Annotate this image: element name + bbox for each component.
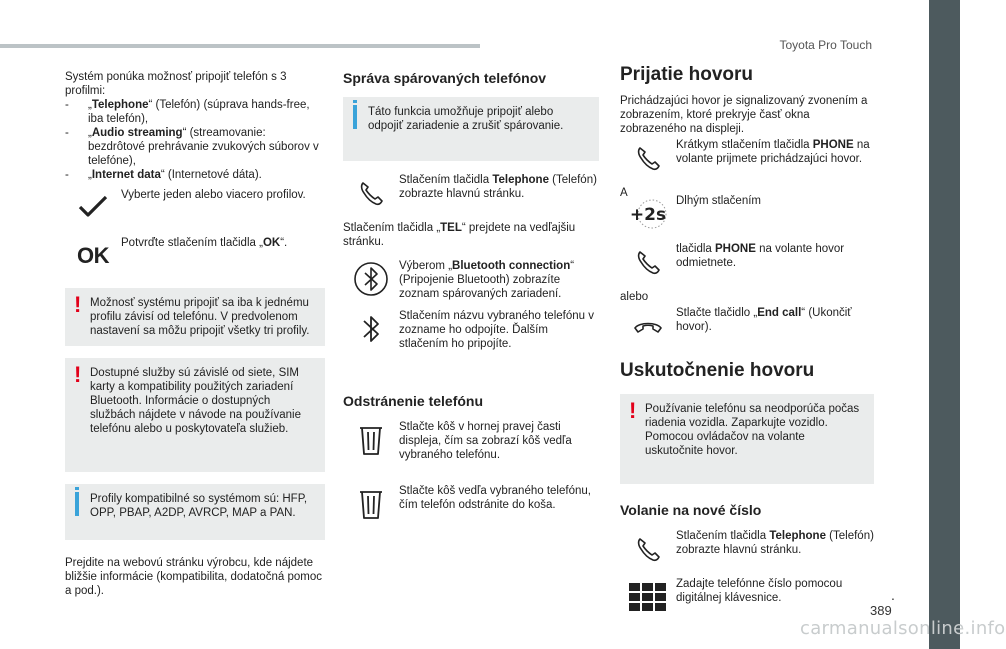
warning-note: ! Dostupné služby sú závislé od siete, SIM karty a kompatibility použitých zariadení Bluetooth. Informácie o dostupných službách nájdete v návode na používanie telefónu alebo u poskytovateľa služieb.	[65, 358, 325, 472]
select-profiles-step: Vyberte jeden alebo viacero profilov.	[65, 188, 325, 228]
column-calls	[620, 64, 874, 625]
phone-handset-icon	[620, 242, 676, 282]
long-press-2s-icon	[620, 194, 676, 234]
keypad-icon	[620, 577, 676, 617]
info-note: Profily kompatibilné so systémom sú: HFP, OPP, PBAP, A2DP, AVRCP, MAP a PAN.	[65, 484, 325, 540]
info-icon	[353, 105, 357, 129]
warning-icon: !	[74, 362, 82, 387]
phone-handset-icon	[620, 529, 676, 569]
section-heading-new-number: Volanie na nové číslo	[620, 502, 762, 518]
running-header: Toyota Pro Touch	[779, 38, 872, 52]
accept-call-step: Krátkym stlačením tlačidla PHONE na volante prijmete prichádzajúci hovor.	[620, 138, 874, 178]
select-phone-step: Stlačením názvu vybraného telefónu v zozname ho odpojíte. Ďalším stlačením ho pripojíte.	[343, 309, 599, 351]
warning-note: ! Možnosť systému pripojiť sa iba k jednému profilu závisí od telefónu. V predvolenom nastavení sa môžu pripojiť všetky tri profily.	[65, 288, 325, 346]
profiles-intro: Systém ponúka možnosť pripojiť telefón s 3 profilmi:	[65, 71, 287, 97]
watermark: carmanualsonline.info	[800, 618, 1006, 639]
phone-handset-icon	[343, 173, 399, 213]
receive-intro: Prichádzajúci hovor je signalizovaný zvonením a zobrazením, ktoré prekryje časť okna zobrazeného na displeji.	[620, 95, 868, 135]
chapter-tab-strip	[929, 0, 960, 649]
page-number: 389	[870, 603, 892, 618]
section-heading-manage: Správa spárovaných telefónov	[343, 70, 547, 86]
tel-instruction: Stlačením tlačidla „TEL“ prejdete na vedľajšiu stránku.	[343, 222, 576, 248]
bluetooth-icon	[343, 309, 399, 349]
section-heading-receive: Prijatie hovoru	[620, 64, 754, 85]
alebo-label: alebo	[620, 291, 649, 303]
trash-step-2: Stlačte kôš vedľa vybraného telefónu, čím telefón odstránite do koša.	[343, 484, 599, 524]
section-heading-delete: Odstránenie telefónu	[343, 393, 484, 409]
trash-icon	[343, 420, 399, 460]
new-number-step: Stlačením tlačidla Telephone (Telefón) zobrazte hlavnú stránku.	[620, 529, 874, 569]
info-note: Táto funkcia umožňuje pripojiť alebo odpojiť zariadenie a zrušiť spárovanie.	[343, 97, 599, 161]
column-paired-phones	[343, 70, 599, 532]
telephone-step: Stlačením tlačidla Telephone (Telefón) zobrazte hlavnú stránku.	[343, 173, 599, 213]
list-item: - „Telephone“ (Telefón) (súprava hands-free, iba telefón),	[65, 99, 310, 125]
top-rule	[0, 44, 480, 48]
reject-call-step: tlačidla PHONE na volante hovor odmietnete.	[620, 242, 874, 282]
phone-handset-icon	[620, 138, 676, 178]
warning-icon: !	[629, 398, 637, 423]
page-dot: .	[891, 587, 895, 603]
confirm-step: OK Potvrďte stlačením tlačidla „OK“.	[65, 236, 325, 276]
end-call-icon	[620, 306, 676, 346]
column-profiles	[65, 70, 325, 604]
list-item: - „Audio streaming“ (streamovanie: bezdrôtové prehrávanie zvukových súborov v telefóne),	[65, 127, 319, 167]
keypad-step: Zadajte telefónne číslo pomocou digitálnej klávesnice.	[620, 577, 874, 617]
info-icon	[75, 492, 79, 516]
svg-text:+2s: +2s	[629, 205, 667, 225]
warning-icon: !	[74, 292, 82, 317]
bluetooth-connection-step: Výberom „Bluetooth connection“ (Pripojenie Bluetooth) zobrazíte zoznam spárovaných zariadení.	[343, 259, 599, 301]
long-press-step: +2s Dlhým stlačením	[620, 194, 874, 234]
list-item: - „Internet data“ (Internetové dáta).	[65, 169, 262, 181]
section-heading-make-call: Uskutočnenie hovoru	[620, 360, 815, 381]
end-call-step: Stlačte tlačidlo „End call“ (Ukončiť hovor).	[620, 306, 874, 346]
outro-text: Prejdite na webovú stránku výrobcu, kde nájdete bližšie informácie (kompatibilita, dodatočná pomoc a pod.).	[65, 557, 322, 597]
a-label: A	[620, 187, 628, 199]
bluetooth-settings-icon	[343, 259, 399, 299]
trash-step-1: Stlačte kôš v hornej pravej časti displeja, čím sa zobrazí kôš vedľa vybraného telefónu.	[343, 420, 599, 462]
ok-icon: OK	[77, 243, 109, 268]
trash-icon	[343, 484, 399, 524]
profile-list	[65, 98, 325, 182]
checkbox-icon	[65, 188, 121, 228]
warning-note: ! Používanie telefónu sa neodporúča počas riadenia vozidla. Zaparkujte vozidlo. Pomocou ovládačov na volante uskutočnite hovor.	[620, 394, 874, 484]
